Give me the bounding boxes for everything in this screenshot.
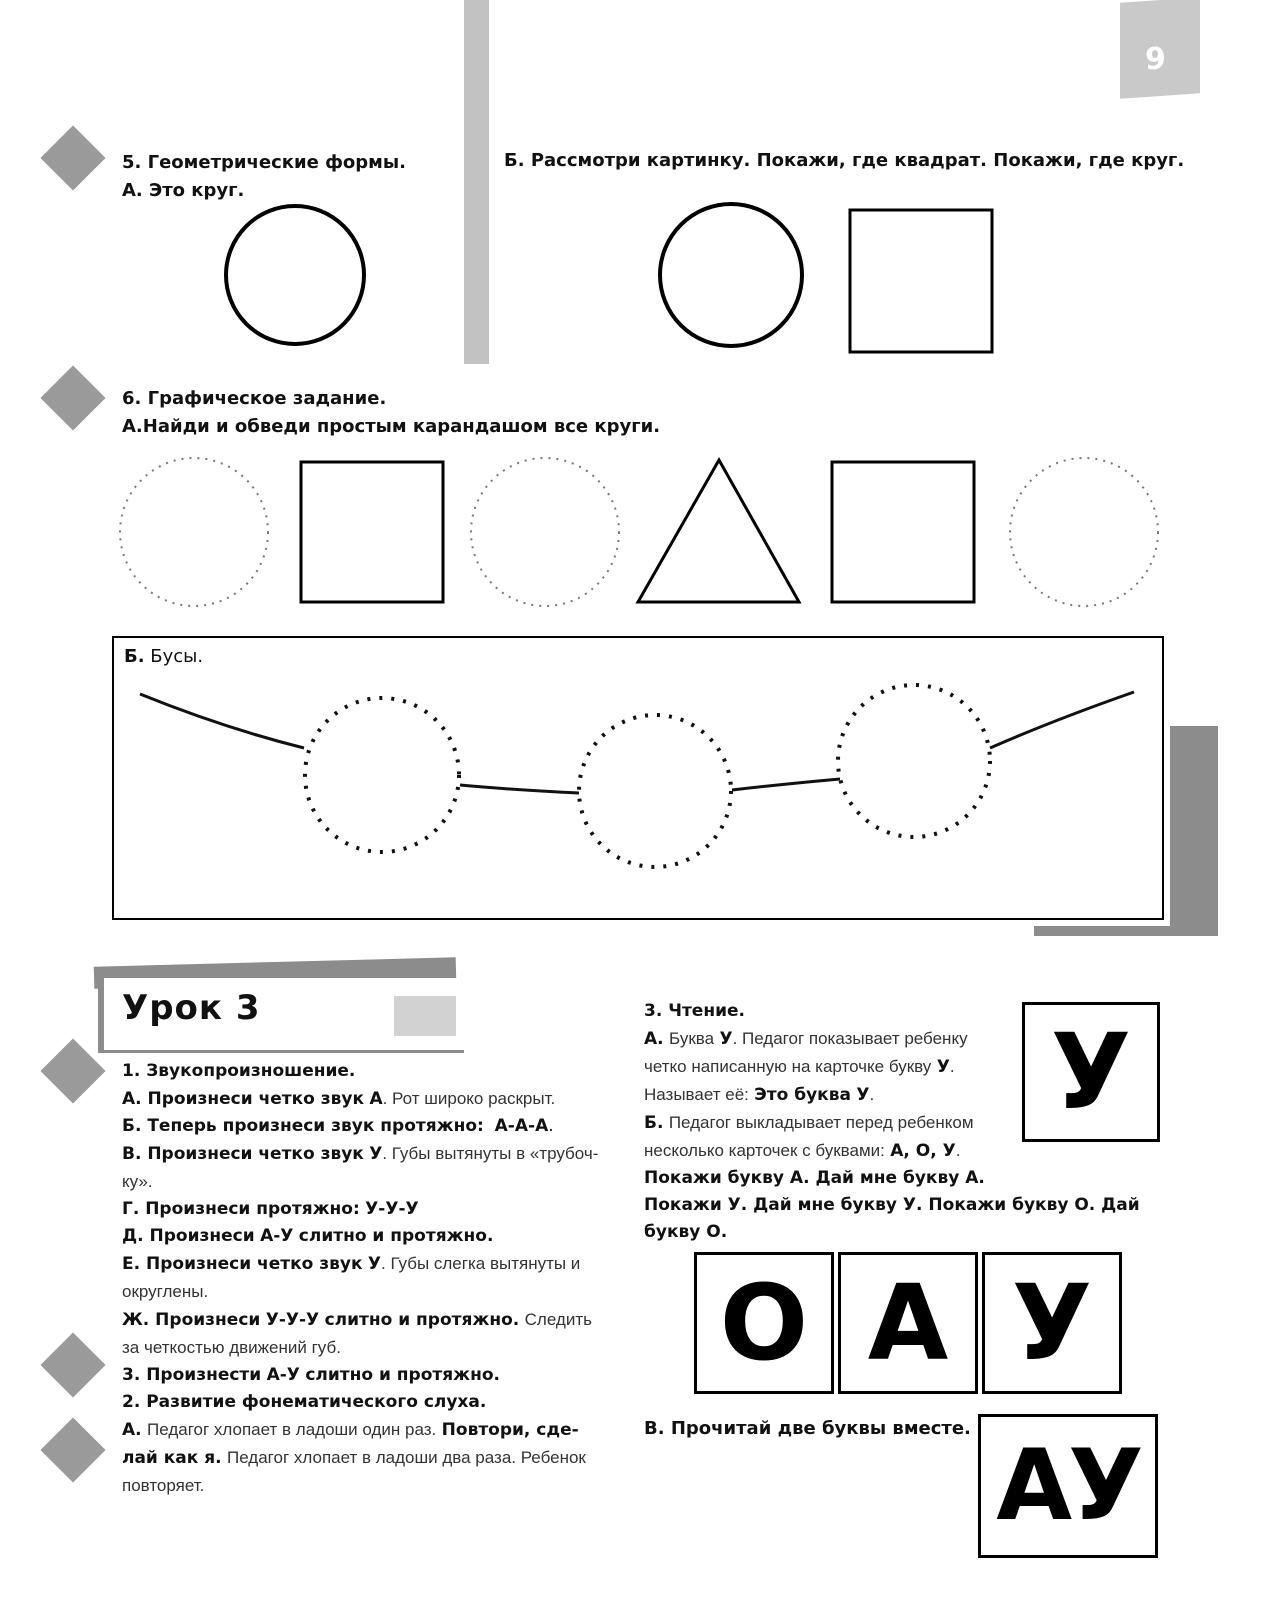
circle-shape (220, 200, 372, 350)
letter-card-au[interactable]: АУ (978, 1414, 1158, 1558)
section-marker-diamond (40, 125, 105, 190)
square-shape (301, 462, 443, 602)
dotted-bead[interactable] (838, 685, 990, 837)
dotted-circle[interactable] (471, 458, 619, 606)
beads-drawing (114, 638, 1162, 918)
lesson-left-column: 1. Звукопроизношение. А. Произнеси четко звук А. Рот широко раскрыт. Б. Теперь произнеси звук протяжно: А-А-А. В. Произнеси четко звук У. Губы вытянуты в «трубоч- ку». Г. Произнеси протяжно: У-У-У Д. Произнеси А-У слитно и протяжно. Е. Произнеси четко звук У. Губы слегка вытянуты и округлены. Ж. Произнеси У-У-У слитно и протяжно. Следить за четкостью движений губ. 3. Произнести А-У слитно и протяжно. 2. Развитие фонематического слуха. А. Педагог хлопает в ладоши один раз. Повтори, сде- лай как я. Педагог хлопает в ладоши два раза. Ребенок повторяет. (122, 1061, 599, 1495)
beads-label: Б. Бусы. (124, 646, 204, 667)
letter-card-a[interactable]: А (838, 1252, 978, 1394)
shapes-row (118, 452, 1168, 612)
lesson-header-tag (394, 996, 456, 1036)
task5-a: А. Это круг. (122, 180, 245, 201)
letter-card-o[interactable]: О (694, 1252, 834, 1394)
square-shape (848, 208, 996, 356)
task5-b: Б. Рассмотри картинку. Покажи, где квадрат. Покажи, где круг. (504, 150, 1185, 171)
beads-box (112, 636, 1164, 920)
string-segment (460, 785, 579, 793)
dotted-circle[interactable] (1010, 458, 1158, 606)
dotted-bead[interactable] (579, 715, 731, 867)
section-marker-diamond (40, 1417, 105, 1482)
letter-card-u[interactable]: У (1022, 1002, 1160, 1142)
square-shape (832, 462, 974, 602)
letter-card-u[interactable]: У (982, 1252, 1122, 1394)
page-number: 9 (1145, 42, 1166, 77)
section-marker-diamond (40, 1332, 105, 1397)
section-marker-diamond (40, 1038, 105, 1103)
reading-v-instruction: В. Прочитай две буквы вместе. (644, 1418, 971, 1439)
string-segment (140, 694, 304, 748)
dotted-circle[interactable] (120, 458, 268, 606)
triangle-shape (638, 460, 799, 602)
string-segment (732, 779, 840, 790)
dotted-bead[interactable] (305, 698, 459, 852)
string-segment (990, 692, 1134, 748)
task6-a: А.Найди и обведи простым карандашом все круги. (122, 416, 661, 437)
lesson-right-column: 3. Чтение. А. Буква У. Педагог показывает ребенку четко написанную на карточке букву У. Называет её: Это буква У. Б. Педагог выкладывает перед ребенком несколько карточек с буквами: А, О, У. Покажи букву А. Дай мне букву А. Покажи У. Дай мне букву У. Покажи букву О. Дай букву О. (644, 1001, 1140, 1242)
lesson-title: Урок 3 (122, 988, 261, 1028)
column-divider (464, 0, 489, 364)
circle-shape (656, 200, 808, 352)
task6-title: 6. Графическое задание. (122, 388, 387, 409)
section-marker-diamond (40, 365, 105, 430)
task5-title: 5. Геометрические формы. (122, 152, 407, 173)
